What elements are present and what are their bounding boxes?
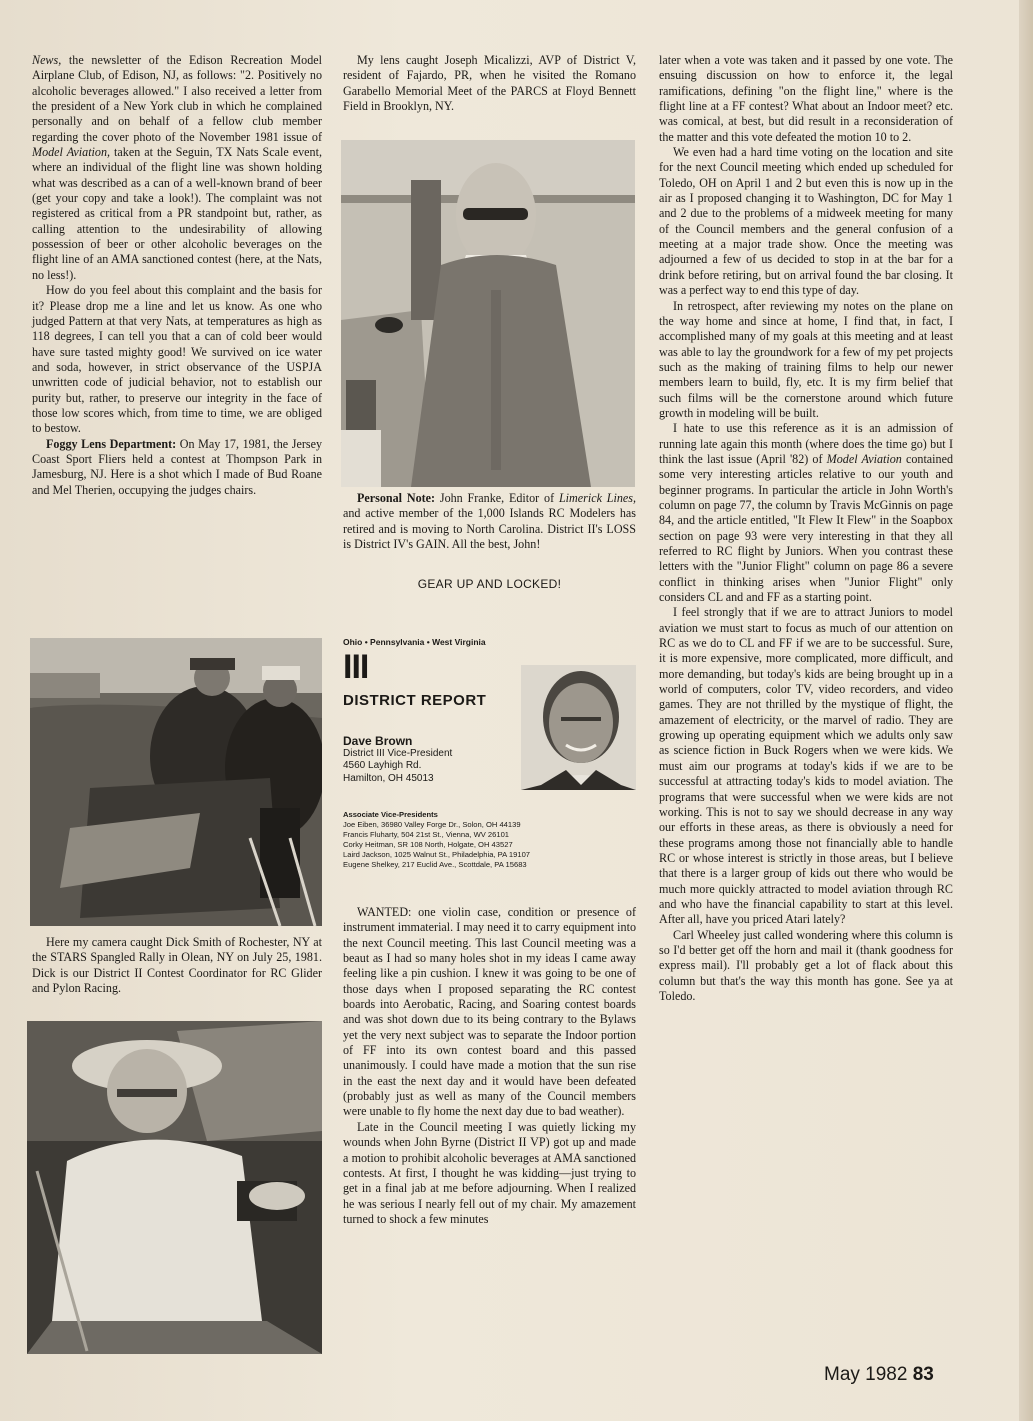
page-footer (824, 1364, 934, 1386)
issue-date: May 1982 (824, 1364, 908, 1385)
signoff: GEAR UP AND LOCKED! (417, 577, 562, 591)
column-1 (32, 53, 322, 498)
paragraph: My lens caught Joseph Micalizzi, AVP of District V, resident of Fajardo, PR, when he visited the Romano Garabello Memorial Meet of the PARCS at Floyd Bennett Field in Brooklyn, NY. (343, 53, 636, 114)
photo-dick-smith (27, 1021, 322, 1354)
assoc-item: Francis Fluharty, 504 21st St., Vienna, WV 26101 (343, 830, 510, 839)
photo-joseph-micalizzi (341, 140, 635, 487)
vp-city: Hamilton, OH 45013 (343, 772, 434, 784)
paragraph: Foggy Lens Department: On May 17, 1981, the Jersey Coast Sport Fliers held a contest at Thompson Park in Jamesburg, NJ. Here is a shot which I made of Bud Roane and Mel Therien, occupying the judges chairs. (32, 436, 323, 497)
district-states: Ohio • Pennsylvania • West Virginia (343, 637, 486, 647)
assoc-item: Joe Eiben, 36980 Valley Forge Dr., Solon, OH 44139 (343, 820, 521, 829)
paragraph: I hate to use this reference as it is an admission of running late again this month (where does the time go) but I think the last issue (April '82) of Model Aviation contained some very interesting articles relative to our youth and beginner programs. In particular the article in John Worth's column on page 77, the column by Travis McGinnis on page 84, and the article entitled, "It Flew It Flew" in the Soapbox section on page 93 were very interesting in that they all referred to RC flight by Juniors. When you contrast these letters with the "Junior Flight" column on page 86 a severe conflict in thinking arises when "Junior Flight" only considers CL and and FF as a starting point. (659, 421, 953, 605)
photo-judges-chairs (30, 638, 322, 926)
assoc-item: Corky Heitman, SR 108 North, Holgate, OH 43527 (343, 840, 513, 849)
page-number: 83 (912, 1364, 934, 1385)
paragraph: WANTED: one violin case, condition or presence of instrument immaterial. I may need it to carry equipment into the next Council meeting. This last Council meeting was a beaut as I had so many holes shot in my ideas I came away feeling like a pin cushion. I knew it was going to be one of those days when I proposed separating the RC contest boards into Aerobatic, Racing, and Soaring contest boards and was shot down due to its being contrary to the Bylaws yet the very next subject was to separate the Indoor portion of FF into its own contest board and this passed unanimously. I could have made a motion that the sun rise in the east the next day and it would have been defeated (probably just as well as many of the Council members were unable to fly home the next day due to bad weather). (343, 905, 636, 1119)
assoc-heading: Associate Vice-Presidents (343, 810, 438, 819)
run-in-heading: Personal Note: (357, 491, 436, 505)
paragraph: later when a vote was taken and it passed by one vote. The ensuing discussion on how to enforce it, the legal ramifications, defining "on the flight line," where is the flight line at a FF contest? What about an Indoor meet? etc. was comical, at best, but did result in a reconsideration of the matter and this vote defeated the motion 10 to 2. (659, 53, 953, 144)
district-report-title: DISTRICT REPORT (343, 692, 487, 709)
paragraph: We even had a hard time voting on the location and site for the next Council meeting which ended up scheduled for Toledo, OH on April 1 and 2 but even this is now up in the air as I proposed changing it to Washington, DC for May 1 and 2 due to the problems of a midweek meeting for many of the Council members and the general confusion of a meeting at a major trade show. Once the meeting was adjourned a few of us decided to stop in at the bar for a drink before retiring, but on arrival found the bar closing. It was a perfect way to end this type of day. (659, 145, 953, 298)
page-edge (1019, 0, 1033, 1421)
assoc-item: Laird Jackson, 1025 Walnut St., Philadelphia, PA 19107 (343, 850, 531, 859)
run-in-heading: Foggy Lens Department: (46, 436, 177, 451)
paragraph: News, the newsletter of the Edison Recreation Model Airplane Club, of Edison, NJ, as follows: "2. Positively no alcoholic beverages allowed." I also received a letter from the president of a New York club in which he complained personally and on behalf of a fellow club member regarding the cover photo of the November 1981 issue of Model Aviation, taken at the Seguin, TX Nats Scale event, where an individual of the flight line was shown holding what was described as a can of a well-known brand of beer (get your copy and take a look!). The complaint was not registered as critical from a PR standpoint but, rather, as calling attention to the undesirability of allowing possession of beer or other alcoholic beverages on the flight line of an AMA sanctioned contest (here, at the Nats, no less!). (32, 53, 322, 282)
paragraph: How do you feel about this complaint and the basis for it? Please drop me a line and let us know. As one who judged Pattern at that very Nats, at temperatures as high as 118 degrees, I can tell you that a can of cold beer would have sure tasted mighty good! We survived on ice water and soda, however, in strict observance of the USPJA unwritten code of judicial behavior, not to establish our purity but, rather, to preserve our integrity in the face of those low scores which, from time to time, we are obliged to bestow. (32, 283, 322, 436)
vp-name: Dave Brown (343, 734, 413, 748)
paragraph: In retrospect, after reviewing my notes on the plane on the way home and since at home, I find that, in fact, I accomplished many of my goals at this meeting and at least was able to lay the groundwork for a few of my pet projects such as the making of training films to help our newer members learn to build, fly, etc. It is my firm belief that such films will be the cornerstone around which future growth in modeling will be built. (659, 298, 953, 420)
column-2-top (343, 53, 636, 114)
vp-street: 4560 Layhigh Rd. (343, 760, 422, 771)
vp-title: District III Vice-President (343, 747, 453, 759)
column-3 (659, 53, 953, 1004)
photo-dave-brown (521, 665, 636, 790)
assoc-item: Eugene Shelkey, 217 Euclid Ave., Scottdale, PA 15683 (343, 860, 527, 869)
vice-president-info (343, 735, 452, 785)
paragraph: Carl Wheeley just called wondering where this column is so I'd better get off the horn and mail it (thank goodness for express mail). I'll probably get a lot of flack about this column but that's the way this month has gone. See ya at Toledo. (659, 927, 953, 1003)
column-2-body (343, 905, 636, 1227)
photo-caption: Here my camera caught Dick Smith of Rochester, NY at the STARS Spangled Rally in Olean, NY on July 25, 1981. Dick is our District II Contest Coordinator for RC Glider and Pylon Racing. (32, 935, 322, 996)
paragraph: I feel strongly that if we are to attract Juniors to model aviation we must start to focus as much of our attention on RC as we do to CL and FF if we are to be successful. Sure, it is more expensive, more complicated, more difficult, and more demanding, but today's kids are being brought up in a world of computers, color TV, video recorders, and video games. They are not thrilled by the mystique of flight, the amazement of electricity, or the marvel of radio. They are growing up operating equipment which we adults only saw as science fiction in Buck Rogers when we were kids. We must aim our programs at today's kids if we are to be successful at attracting today's kids to model aviation. The programs that were successful when we were kids are not working. This is not to say we should decrease in any way our efforts in these areas, as there is obviously a need for these programs among those not financially able to handle RC or whose interest is strictly in those areas, but I believe that there is a larger group of kids out there who would be much more quickly attracted to model aviation through RC and who have the financial capability to start at this level. After all, have you priced Atari lately? (659, 605, 953, 927)
district-number: III (343, 648, 369, 686)
paragraph: Late in the Council meeting I was quietly licking my wounds when John Byrne (District II VP) got up and made a motion to prohibit alcoholic beverages at AMA sanctioned contests. At first, I thought he was kidding—just trying to get in a final jab at me before adjourning. When I realized he was serious I nearly fell out of my chair. My amazement turned to shock a few minutes (343, 1119, 636, 1226)
associate-vice-presidents (343, 810, 530, 870)
personal-note: Personal Note: John Franke, Editor of Limerick Lines, and active member of the 1,000 Islands RC Modelers has retired and is moving to North Carolina. District II's LOSS is District IV's GAIN. All the best, John! (343, 491, 637, 552)
